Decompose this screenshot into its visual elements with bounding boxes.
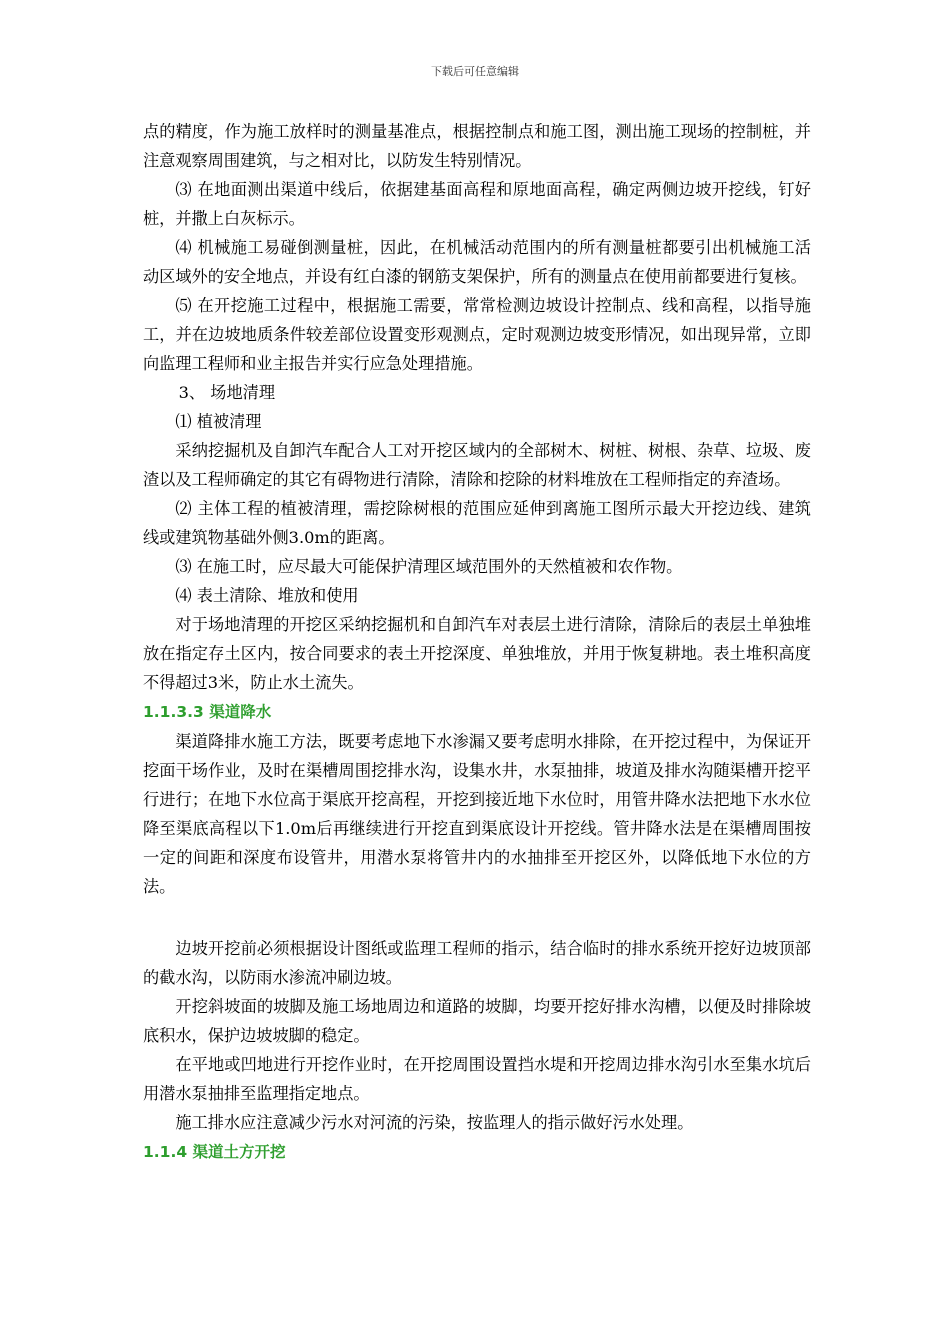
spacer (143, 901, 811, 934)
paragraph: 对于场地清理的开挖区采纳挖掘机和自卸汽车对表层土进行清除，清除后的表层土单独堆放在指定存土区内，按合同要求的表土开挖深度、单独堆放，并用于恢复耕地。表土堆积高度不得超过3米，防止水土流失。 (143, 615, 811, 692)
page-header: 下载后可任意编辑 (431, 65, 519, 78)
paragraph: 渠道降排水施工方法，既要考虑地下水渗漏又要考虑明水排除，在开挖过程中，为保证开挖面干场作业，及时在渠槽周围挖排水沟，设集水井，水泵抽排，坡道及排水沟随渠槽开挖平行进行；在地下水位高于渠底开挖高程，开挖到接近地下水位时，用管井降水法把地下水水位降至渠底高程以下1.0m后再继续进行开挖直到渠底设计开挖线。管井降水法是在渠槽周围按一定的间距和深度布设管井，用潜水泵将管井内的水抽排至开挖区外，以降低地下水位的方法。 (143, 732, 811, 896)
document-body (143, 117, 811, 1167)
subsection-label: ⑴ 植被清理 (175, 412, 262, 431)
paragraph: ⑶ 在施工时，应尽最大可能保护清理区域范围外的天然植被和农作物。 (175, 557, 683, 576)
paragraph: 施工排水应注意减少污水对河流的污染，按监理人的指示做好污水处理。 (175, 1113, 694, 1132)
paragraph: 开挖斜坡面的坡脚及施工场地周边和道路的坡脚，均要开挖好排水沟槽，以便及时排除坡底积水，保护边坡坡脚的稳定。 (143, 997, 811, 1045)
paragraph: 在平地或凹地进行开挖作业时，在开挖周围设置挡水堤和开挖周边排水沟引水至集水坑后用潜水泵抽排至监理指定地点。 (143, 1055, 811, 1103)
subsection-label: ⑷ 表土清除、堆放和使用 (175, 586, 359, 605)
paragraph: ⑵ 主体工程的植被清理，需挖除树根的范围应延伸到离施工图所示最大开挖边线、建筑线或建筑物基础外侧3.0m的距离。 (143, 499, 811, 547)
section-label: 3、 场地清理 (178, 383, 276, 402)
paragraph: ⑶ 在地面测出渠道中线后，依据建基面高程和原地面高程，确定两侧边坡开挖线，钉好桩，并撒上白灰标示。 (143, 180, 811, 228)
paragraph: ⑸ 在开挖施工过程中，根据施工需要，常常检测边坡设计控制点、线和高程，以指导施工，并在边坡地质条件较差部位设置变形观测点，定时观测边坡变形情况，如出现异常，立即向监理工程师和业主报告并实行应急处理措施。 (143, 296, 811, 373)
section-heading: 1.1.3.3 渠道降水 (143, 703, 272, 721)
paragraph: 采纳挖掘机及自卸汽车配合人工对开挖区域内的全部树木、树桩、树根、杂草、垃圾、废渣以及工程师确定的其它有碍物进行清除，清除和挖除的材料堆放在工程师指定的弃渣场。 (143, 441, 811, 489)
paragraph: 边坡开挖前必须根据设计图纸或监理工程师的指示，结合临时的排水系统开挖好边坡顶部的截水沟，以防雨水渗流冲刷边坡。 (143, 939, 811, 987)
paragraph: ⑷ 机械施工易碰倒测量桩，因此，在机械活动范围内的所有测量桩都要引出机械施工活动区域外的安全地点，并设有红白漆的钢筋支架保护，所有的测量点在使用前都要进行复核。 (143, 238, 811, 286)
paragraph: 点的精度，作为施工放样时的测量基准点，根据控制点和施工图，测出施工现场的控制桩，并注意观察周围建筑，与之相对比，以防发生特别情况。 (143, 122, 811, 170)
section-heading: 1.1.4 渠道土方开挖 (143, 1143, 286, 1161)
